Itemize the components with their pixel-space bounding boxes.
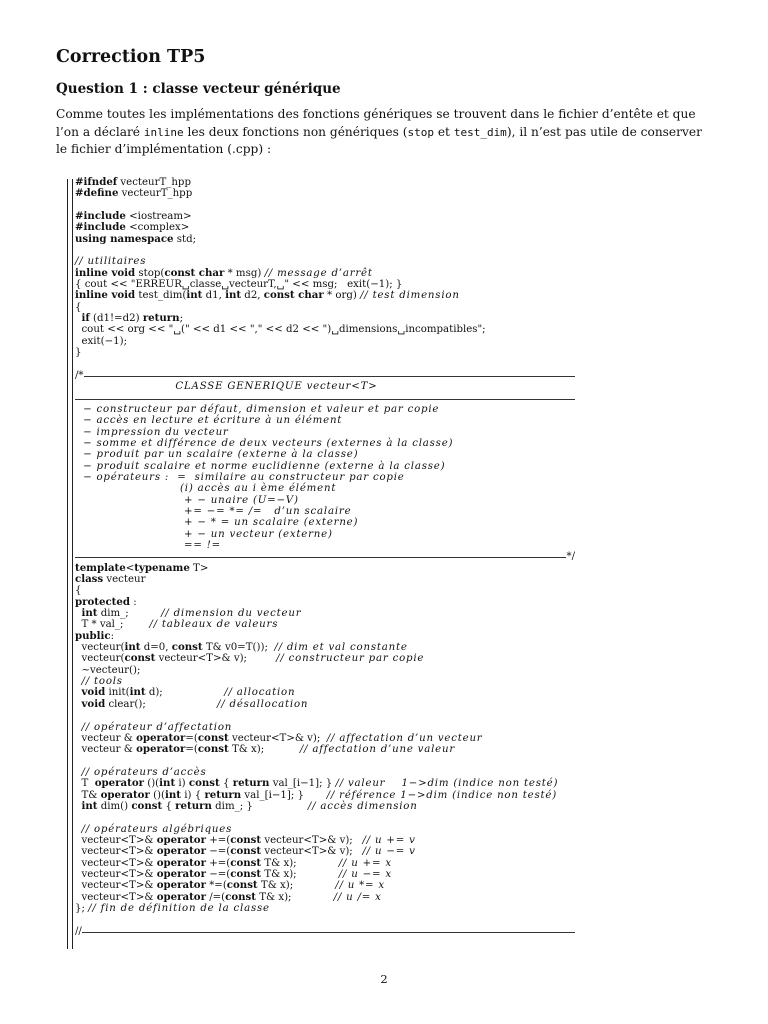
code-line: [75, 324, 575, 335]
code-text: <iostream>: [125, 211, 192, 223]
code-line: [75, 835, 575, 846]
code-line: [75, 914, 575, 925]
code-keyword: public: [75, 629, 111, 642]
code-keyword: const: [230, 856, 262, 869]
code-text: ~vecteur();: [75, 664, 141, 676]
code-line: [75, 256, 575, 267]
code-comment: += −= *= /= d’un scalaire: [75, 505, 352, 517]
code-line: [75, 687, 575, 698]
code-line: [75, 370, 575, 381]
code-keyword: int: [81, 607, 98, 620]
code-keyword: int: [186, 289, 203, 302]
code-rule-label: /*: [75, 369, 84, 381]
code-text: <: [125, 562, 135, 574]
code-comment: // désallocation: [217, 698, 309, 710]
code-text: exit(−1);: [75, 335, 128, 347]
code-text: std;: [173, 233, 197, 245]
code-comment: // test dimension: [360, 290, 460, 302]
code-text: T& x);: [261, 868, 339, 880]
code-keyword: return: [142, 312, 180, 325]
code-rule: [75, 557, 575, 558]
code-line: [75, 585, 575, 596]
code-text: +=(: [205, 834, 231, 846]
code-keyword: void: [81, 697, 106, 710]
code-text: vecteur &: [75, 744, 137, 756]
code-keyword: int: [129, 686, 146, 699]
code-text: val_[i−1]; }: [269, 778, 336, 790]
code-comment: // utilitaires: [75, 256, 147, 268]
code-comment: + − * = un scalaire (externe): [75, 517, 359, 529]
code-text: clear();: [105, 698, 218, 710]
code-line: [75, 449, 575, 460]
code-keyword: int: [225, 289, 242, 302]
code-comment: // tools: [81, 676, 123, 688]
code-keyword: operator: [156, 833, 206, 846]
code-line: [75, 563, 575, 574]
code-keyword: class: [75, 573, 104, 586]
page-title: Correction TP5: [56, 47, 206, 67]
code-comment: // u += x: [338, 857, 392, 869]
code-line: [75, 495, 575, 506]
code-keyword: if: [81, 312, 90, 325]
code-keyword: void: [81, 686, 106, 699]
code-text: ()(: [144, 778, 160, 790]
code-line: [75, 427, 575, 438]
code-text: vecteurT_hpp: [118, 188, 193, 200]
code-text: +=(: [205, 857, 231, 869]
code-text: vecteur: [103, 574, 146, 586]
code-text: d2,: [241, 290, 264, 302]
code-text: dim_;: [97, 608, 162, 620]
code-text: vecteurT_hpp: [117, 177, 191, 188]
code-keyword: int: [159, 777, 176, 790]
code-keyword: #include: [75, 221, 126, 234]
code-line: [75, 824, 575, 835]
code-rule: [75, 932, 575, 933]
code-comment: // dimension du vecteur: [161, 608, 302, 620]
code-keyword: const: [230, 833, 262, 846]
code-text: /=(: [205, 891, 226, 903]
code-text: dim(): [97, 800, 132, 812]
code-line: [75, 631, 575, 642]
code-text: vecteur<T>&: [75, 868, 157, 880]
code-line: [75, 744, 575, 755]
code-keyword: const: [197, 743, 229, 756]
code-line: [75, 336, 575, 347]
code-text: T& x);: [228, 744, 300, 756]
code-text: =(: [185, 732, 198, 744]
intro-paragraph: [56, 106, 716, 159]
para-text-4: ), il n’est pas utile de conserver le fichier d’implémentation (.cpp) :: [56, 124, 702, 156]
code-text: vecteur<T>&: [75, 834, 157, 846]
code-text: d=0,: [140, 642, 172, 654]
code-line: [75, 483, 575, 494]
code-line: [75, 415, 575, 426]
code-line: [75, 756, 575, 767]
code-line: [75, 279, 575, 290]
code-keyword: const: [230, 867, 262, 880]
code-line: [75, 506, 575, 517]
code-comment: // opérateurs d’accès: [81, 766, 207, 778]
code-text: };: [75, 903, 89, 914]
code-line: [75, 472, 575, 483]
code-keyword: operator: [156, 845, 206, 858]
code-comment: // affectation d’une valeur: [299, 744, 456, 756]
code-line: [75, 574, 575, 585]
code-comment: // u += v: [362, 834, 416, 846]
code-line: [75, 290, 575, 301]
code-text: vecteur<T>& v);: [228, 732, 327, 744]
code-text: { cout << "ERREUR␣classe␣vecteurT,␣" << msg; exit(−1); }: [75, 279, 403, 291]
code-text: :: [130, 596, 137, 608]
code-keyword: protected: [75, 595, 130, 608]
code-keyword: return: [204, 788, 242, 801]
code-comment: // tableaux de valeurs: [149, 619, 279, 631]
code-text: {: [219, 778, 233, 790]
code-line: [75, 892, 575, 903]
code-text: {: [75, 585, 82, 597]
code-text: {: [75, 301, 82, 313]
code-text: stop(: [135, 267, 165, 279]
code-line: [75, 858, 575, 869]
code-keyword: #ifndef: [75, 176, 118, 188]
code-line: [75, 211, 575, 222]
code-line: [75, 665, 575, 676]
code-text: dim_; }: [211, 800, 308, 812]
code-text: T: [75, 778, 95, 790]
code-line: [75, 846, 575, 857]
para-code-inline: inline: [143, 125, 184, 139]
code-line: [75, 619, 575, 630]
code-comment: // constructeur par copie: [276, 653, 425, 665]
code-keyword: #define: [75, 187, 119, 200]
code-keyword: const: [197, 731, 229, 744]
code-line: [75, 381, 575, 392]
code-line: [75, 177, 575, 188]
code-text: val_[i−1]; }: [241, 789, 327, 801]
code-rule-label: //: [75, 925, 82, 937]
code-keyword: return: [175, 799, 212, 812]
code-line: [75, 676, 575, 687]
code-text: test_dim(: [135, 290, 187, 302]
code-line: [75, 234, 575, 245]
code-text: vecteur<T>&: [75, 891, 157, 903]
code-text: vecteur<T>& v);: [261, 834, 363, 846]
code-text: −=(: [205, 868, 231, 880]
code-comment: + − unaire (U=−V): [75, 494, 299, 506]
code-text: T>: [189, 562, 209, 574]
code-line: [75, 608, 575, 619]
code-text: [75, 381, 175, 392]
code-text: −=(: [205, 846, 231, 858]
code-text: (d1!=d2): [89, 313, 143, 325]
code-line: [75, 347, 575, 358]
code-keyword: operator: [156, 890, 206, 903]
code-line: [75, 438, 575, 449]
code-comment: − opérateurs : = similaire au constructeur par copie: [75, 471, 405, 483]
code-line: [75, 461, 575, 472]
code-keyword: typename: [134, 561, 190, 574]
code-comment: // u *= x: [335, 880, 385, 892]
code-keyword: operator: [136, 731, 186, 744]
code-line: [75, 597, 575, 608]
code-text: vecteur &: [75, 732, 137, 744]
code-text: vecteur<T>&: [75, 880, 157, 892]
code-line: [75, 245, 575, 256]
code-keyword: using namespace: [75, 232, 174, 245]
code-comment: − accès en lecture et écriture à un élément: [75, 415, 343, 427]
code-text: vecteur<T>&: [75, 846, 157, 858]
code-rule: [75, 376, 575, 377]
code-keyword: operator: [100, 788, 150, 801]
code-text: T& x);: [257, 880, 336, 892]
code-comment: == !=: [75, 540, 221, 551]
code-line: [75, 359, 575, 370]
code-comment: // dim et val constante: [274, 642, 408, 654]
para-text-2: les deux fonctions non génériques (: [183, 124, 408, 139]
code-line: [75, 313, 575, 324]
code-comment: // référence 1−>dim (indice non testé): [326, 789, 558, 801]
code-keyword: operator: [94, 777, 144, 790]
code-text: T& v0=T());: [202, 642, 275, 654]
listing-frame-bar: [67, 179, 73, 949]
code-keyword: template: [75, 561, 126, 574]
code-comment: // u /= x: [333, 891, 382, 903]
code-keyword: operator: [136, 743, 186, 756]
code-comment: // affectation d’un vecteur: [326, 732, 483, 744]
code-line: [75, 393, 575, 404]
code-line: [75, 767, 575, 778]
code-keyword: const: [226, 879, 258, 892]
code-line: [75, 903, 575, 914]
code-text: :: [110, 630, 115, 642]
code-keyword: const: [124, 652, 156, 665]
code-keyword: inline void: [75, 289, 136, 302]
code-text: cout << org << "␣(" << d1 << "," << d2 << ")␣dimensions␣incompatibles";: [75, 324, 486, 336]
code-line: [75, 926, 575, 937]
code-text: i): [175, 778, 189, 790]
code-line: [75, 517, 575, 528]
code-comment: − impression du vecteur: [75, 426, 229, 438]
code-comment: // message d’arrêt: [264, 267, 373, 279]
para-text-1: Comme toutes les implémentations des fonctions génériques se trouvent dans le fichier d’entête et que l’on a déclaré: [56, 107, 696, 139]
code-line: [75, 551, 575, 562]
code-text: vecteur<T>& v);: [155, 653, 277, 665]
code-line: [75, 801, 575, 812]
code-comment: − produit par un scalaire (externe à la classe): [75, 449, 359, 461]
code-comment: // u −= v: [362, 846, 416, 858]
code-keyword: operator: [156, 856, 206, 869]
code-comment: // accès dimension: [307, 800, 418, 812]
code-comment: − somme et différence de deux vecteurs (externes à la classe): [75, 437, 454, 449]
page-number: 2: [380, 972, 388, 986]
code-line: [75, 778, 575, 789]
code-comment: // fin de définition de la classe: [88, 903, 270, 914]
code-rule: [75, 399, 575, 400]
code-line: [75, 653, 575, 664]
code-line: [75, 699, 575, 710]
code-listing: [67, 171, 575, 949]
code-text: =(: [185, 744, 198, 756]
code-rule-label: */: [566, 551, 575, 563]
code-keyword: operator: [156, 867, 206, 880]
para-text-3: et: [433, 124, 454, 139]
code-keyword: const char: [164, 266, 225, 279]
code-text: vecteur<T>& v);: [261, 846, 363, 858]
code-text: <complex>: [125, 222, 190, 234]
code-block: [75, 177, 575, 937]
code-keyword: operator: [156, 879, 206, 892]
code-keyword: #include: [75, 210, 126, 223]
code-text: T&: [75, 789, 101, 801]
code-comment: // opérateur d’affectation: [81, 721, 233, 733]
code-line: [75, 268, 575, 279]
code-line: [75, 200, 575, 211]
code-text: init(: [105, 687, 130, 699]
code-text: d);: [145, 687, 225, 699]
code-text: d1,: [202, 290, 226, 302]
code-keyword: const: [131, 799, 163, 812]
code-text: }: [75, 347, 82, 359]
code-line: [75, 880, 575, 891]
code-comment: // allocation: [224, 687, 296, 699]
para-code-test-dim: test_dim: [453, 125, 507, 139]
code-keyword: int: [124, 641, 141, 654]
para-code-stop: stop: [407, 125, 434, 139]
code-keyword: inline void: [75, 266, 136, 279]
code-text: {: [162, 800, 176, 812]
code-text: * msg): [224, 267, 265, 279]
code-comment: − constructeur par défaut, dimension et valeur et par copie: [75, 403, 440, 415]
code-text: i) {: [181, 789, 205, 801]
code-line: [75, 540, 575, 551]
code-keyword: int: [165, 788, 181, 801]
code-text: T * val_;: [75, 619, 150, 631]
code-line: [75, 404, 575, 415]
code-text: ()(: [149, 789, 166, 801]
code-text: * org): [323, 290, 361, 302]
code-text: ;: [179, 313, 183, 325]
code-text: *=(: [205, 880, 227, 892]
code-text: vecteur(: [75, 653, 125, 665]
code-comment: (i) accès au i ème élément: [75, 483, 337, 495]
code-keyword: int: [81, 799, 98, 812]
code-keyword: const: [171, 641, 203, 654]
question-heading: Question 1 : classe vecteur générique: [56, 81, 341, 97]
code-keyword: const: [230, 845, 262, 858]
code-keyword: const: [188, 777, 220, 790]
code-text: T& x);: [256, 891, 334, 903]
code-comment: − produit scalaire et norme euclidienne (externe à la classe): [75, 460, 446, 472]
code-line: [75, 869, 575, 880]
code-comment: // valeur 1−>dim (indice non testé): [335, 778, 559, 790]
code-comment: + − un vecteur (externe): [75, 528, 333, 540]
code-keyword: return: [232, 777, 270, 790]
code-line: [75, 710, 575, 721]
code-text: T& x);: [261, 857, 339, 869]
code-line: [75, 812, 575, 823]
code-comment: // opérateurs algébriques: [81, 823, 233, 835]
code-comment: CLASSE GENERIQUE vecteur<T>: [175, 381, 378, 393]
code-line: [75, 529, 575, 540]
code-keyword: const: [225, 890, 256, 903]
code-text: vecteur<T>&: [75, 857, 157, 869]
code-text: vecteur(: [75, 642, 125, 654]
code-comment: // u −= x: [338, 868, 392, 880]
code-line: [75, 188, 575, 199]
code-keyword: const char: [263, 289, 324, 302]
